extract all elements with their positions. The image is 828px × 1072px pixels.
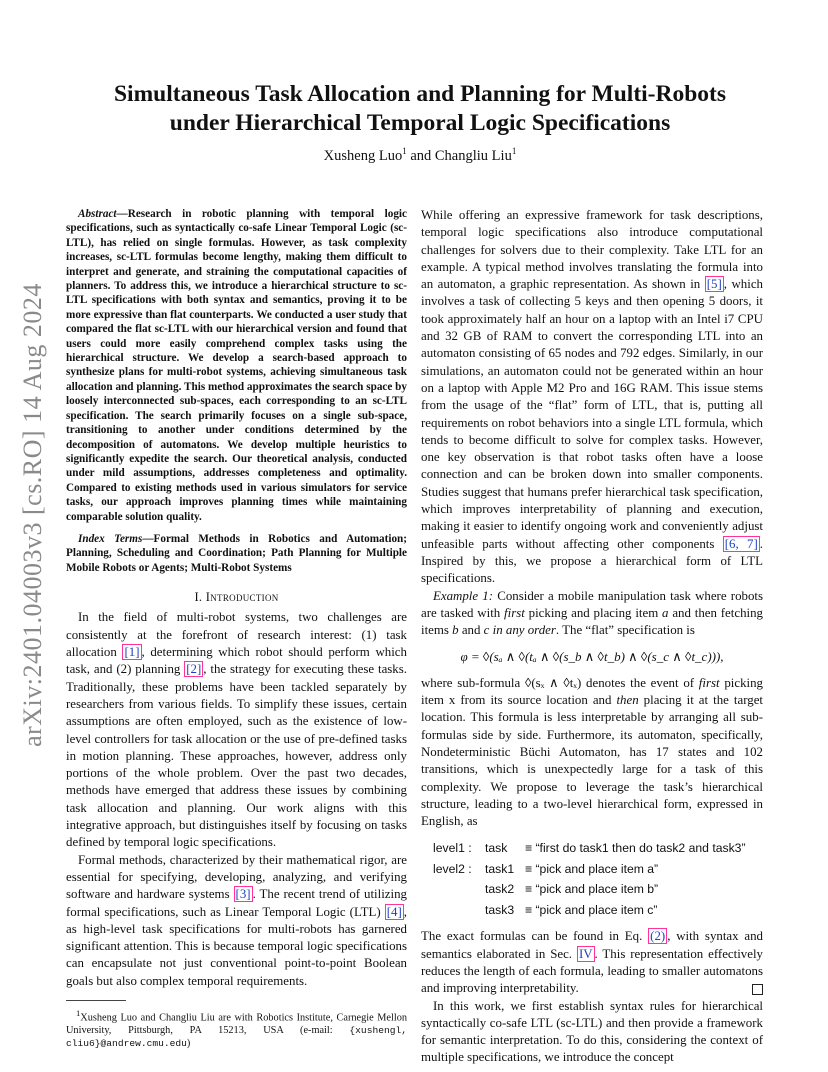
paragraph: Formal methods, characterized by their mathematical rigor, are essential for specifying, developing, analyzing, and verifying software and hardware systems [3] . The recent trend of utilizing formal specifications, such as Linear Temporal Logic (LTL) [4] , as high-level task specifications for multi-robots has garnered significant attention. This is because temporal logic specifications can encapsulate not just conventional point-to-point Boolean goals but also complex temporal requirements.	[66, 852, 407, 988]
paragraph: where sub-formula ◊(sₓ ∧ ◊tₓ) denotes the event of first picking item x from its source location and then placing it at the target location. This formula is less interpretable by arranging all sub-formulas side by side. Furthermore, its automaton, specifically, Nondeterministic Büchi Automaton, has 17 states and 102 transitions, which is unexpectedly large for a task of this complexity. We propose to leverage the task’s hierarchical structure, leading to a two-level hierarchical form, expressed in English, as	[421, 675, 763, 829]
footnote-rule	[66, 1000, 126, 1001]
flat-formula: φ = ◊(sₐ ∧ ◊(tₐ ∧ ◊(s_b ∧ ◊t_b) ∧ ◊(s_c ∧ ◊t_c))),	[460, 649, 724, 665]
citation-link[interactable]: [4]	[386, 904, 402, 919]
right-column	[421, 207, 763, 1067]
example-paragraph: Example 1: Consider a mobile manipulation task where robots are tasked with first picking and placing item a and then fetching items b and c in any order. The “flat” specification is	[421, 588, 764, 638]
arxiv-watermark: arXiv:2401.04003v3 [cs.RO] 14 Aug 2024	[18, 283, 47, 747]
equation-link[interactable]: (2)	[650, 929, 666, 944]
author-list: Xusheng Luo$^1$ and Changliu Liu$^1$	[323, 146, 517, 164]
citation-link[interactable]: [2]	[186, 662, 202, 677]
left-column	[66, 207, 407, 1050]
title-line-1: Simultaneous Task Allocation and Planning for Multi-Robots	[113, 81, 727, 107]
spec-row: level2 : task1 ≡ “pick and place item a”	[433, 861, 659, 876]
paper-title	[70, 80, 770, 138]
hierarchical-spec	[433, 838, 763, 920]
email-link[interactable]: {xushengl, cliu6}@andrew.cmu.edu	[66, 1025, 407, 1050]
title-line-2: under Hierarchical Temporal Logic Specifications	[169, 110, 671, 136]
index-terms: Index Terms—Formal Methods in Robotics and Automation; Planning, Scheduling and Coordination; Path Planning for Multiple Mobile Robots or Agents; Multi-Robot Systems	[66, 532, 407, 574]
spec-row: task2 ≡ “pick and place item b”	[485, 882, 659, 897]
author-name: Changliu Liu	[434, 147, 512, 164]
paragraph: In this work, we first establish syntax rules for hierarchical syntactically co-safe LTL (sc-LTL) and then provide a framework for semantic interpretation. To do this, considering the context of multiple specifications, we introduce the concept	[421, 998, 763, 1065]
citation-link[interactable]: [1]	[124, 645, 140, 660]
paragraph: In the field of multi-robot systems, two challenges are consistently at the forefront of research interest: (1) task allocation [1] , determining which robot should perform which task, and (2) planning [2] , the strategy for executing these tasks. Traditionally, these problems have been tackled separately by researchers from various fields. To simplify these issues, certain assumptions are often employed, such as the existence of low-level controllers for task allocation or the use of pre-defined tasks in motion planning. These approaches, however, address only portions of the whole problem. Over the past two decades, methods have emerged that address these issues by combining task allocation and planning. Our work aligns with this integrative approach, but distinguishes itself by focusing on tasks defined by temporal logic specifications.	[66, 610, 407, 850]
citation-link[interactable]: [6, 7]	[724, 536, 758, 551]
section-heading: I. Introduction	[194, 590, 279, 605]
paragraph: The exact formulas can be found in Eq. (2) , with syntax and semantics elaborated in Sec. IV . This representation effectively reduces the length of each formula, leading to smaller automatons and improving interpretability.	[421, 929, 764, 996]
abstract: Abstract—Research in robotic planning with temporal logic specifications, such as syntactically co-safe Linear Temporal Logic (sc-LTL), has relied on single formulas. However, as task complexity increases, sc-LTL formulas become lengthy, making them difficult to interpret and generate, and straining the computational capacities of planners. To address this, we introduce a hierarchical structure to sc-LTL specifications with both syntax and semantics, proving it to be more expressive than flat counterparts. We conducted a user study that compared the flat sc-LTL with our hierarchical version and found that users could more easily comprehend complex tasks using the hierarchical structure. We develop a search-based approach to synthesize plans for multi-robot systems, achieving simultaneous task allocation and planning. This method approximates the search space by loosely interconnected sub-spaces, each corresponding to an sc-LTL specification. The search primarily focuses on a single sub-space, transitioning to another under conditions determined by the decomposition of automatons. We develop multiple heuristics to significantly expedite the search. Our theoretical analysis, conducted under mild assumptions, addresses completeness and optimality. Compared to existing methods used in various simulators for service tasks, our approach improves planning times while maintaining comparable solution quality.	[66, 208, 407, 523]
author-name: Xusheng Luo	[323, 147, 403, 164]
citation-link[interactable]: [5]	[706, 277, 722, 292]
spec-row: task3 ≡ “pick and place item c”	[485, 902, 658, 917]
section-link[interactable]: IV	[578, 946, 593, 961]
citation-link[interactable]: [3]	[235, 887, 251, 902]
qed-square-icon	[752, 984, 763, 995]
paragraph: While offering an expressive framework for task descriptions, temporal logic specifications also introduce computational challenges for solvers due to their complexity. Take LTL for an example. A typical method involves translating the formula into an automaton, a graphic representation. As shown in [5] , which involves a task of collecting 5 keys and then opening 5 doors, it took approximately half an hour on a laptop with an Intel i7 CPU and 32 GB of RAM to convert the corresponding LTL into an automaton consisting of 65 nodes and 792 edges. Similarly, in our simulations, an automaton could not be generated within an hour on a laptop with Apple M2 Pro and 16G RAM. This issue stems from the usage of the “flat” form of LTL, that is, putting all requirements on robot behaviors into a single LTL formula, which tends to become difficult to solve for complex tasks. However, one key observation is that robot tasks often have a loose connection and can be broken down into smaller components. Studies suggest that humans prefer hierarchical task specification, which improves interpretability of planning and execution, making it easier to identify ongoing work and conveniently adjust unfeasible parts without affecting other components [6, 7] . Inspired by this, we propose a hierarchical form of LTL specifications.	[421, 208, 764, 586]
spec-row: level1 : task ≡ “first do task1 then do task2 and task3”	[433, 841, 746, 856]
footnote: $^1$Xusheng Luo and Changliu Liu are with Robotics Institute, Carnegie Mellon University, Pittsburgh, PA 15213, USA (e-mail: {xushengl, cliu6}@andrew.cmu.edu)	[66, 1007, 407, 1050]
